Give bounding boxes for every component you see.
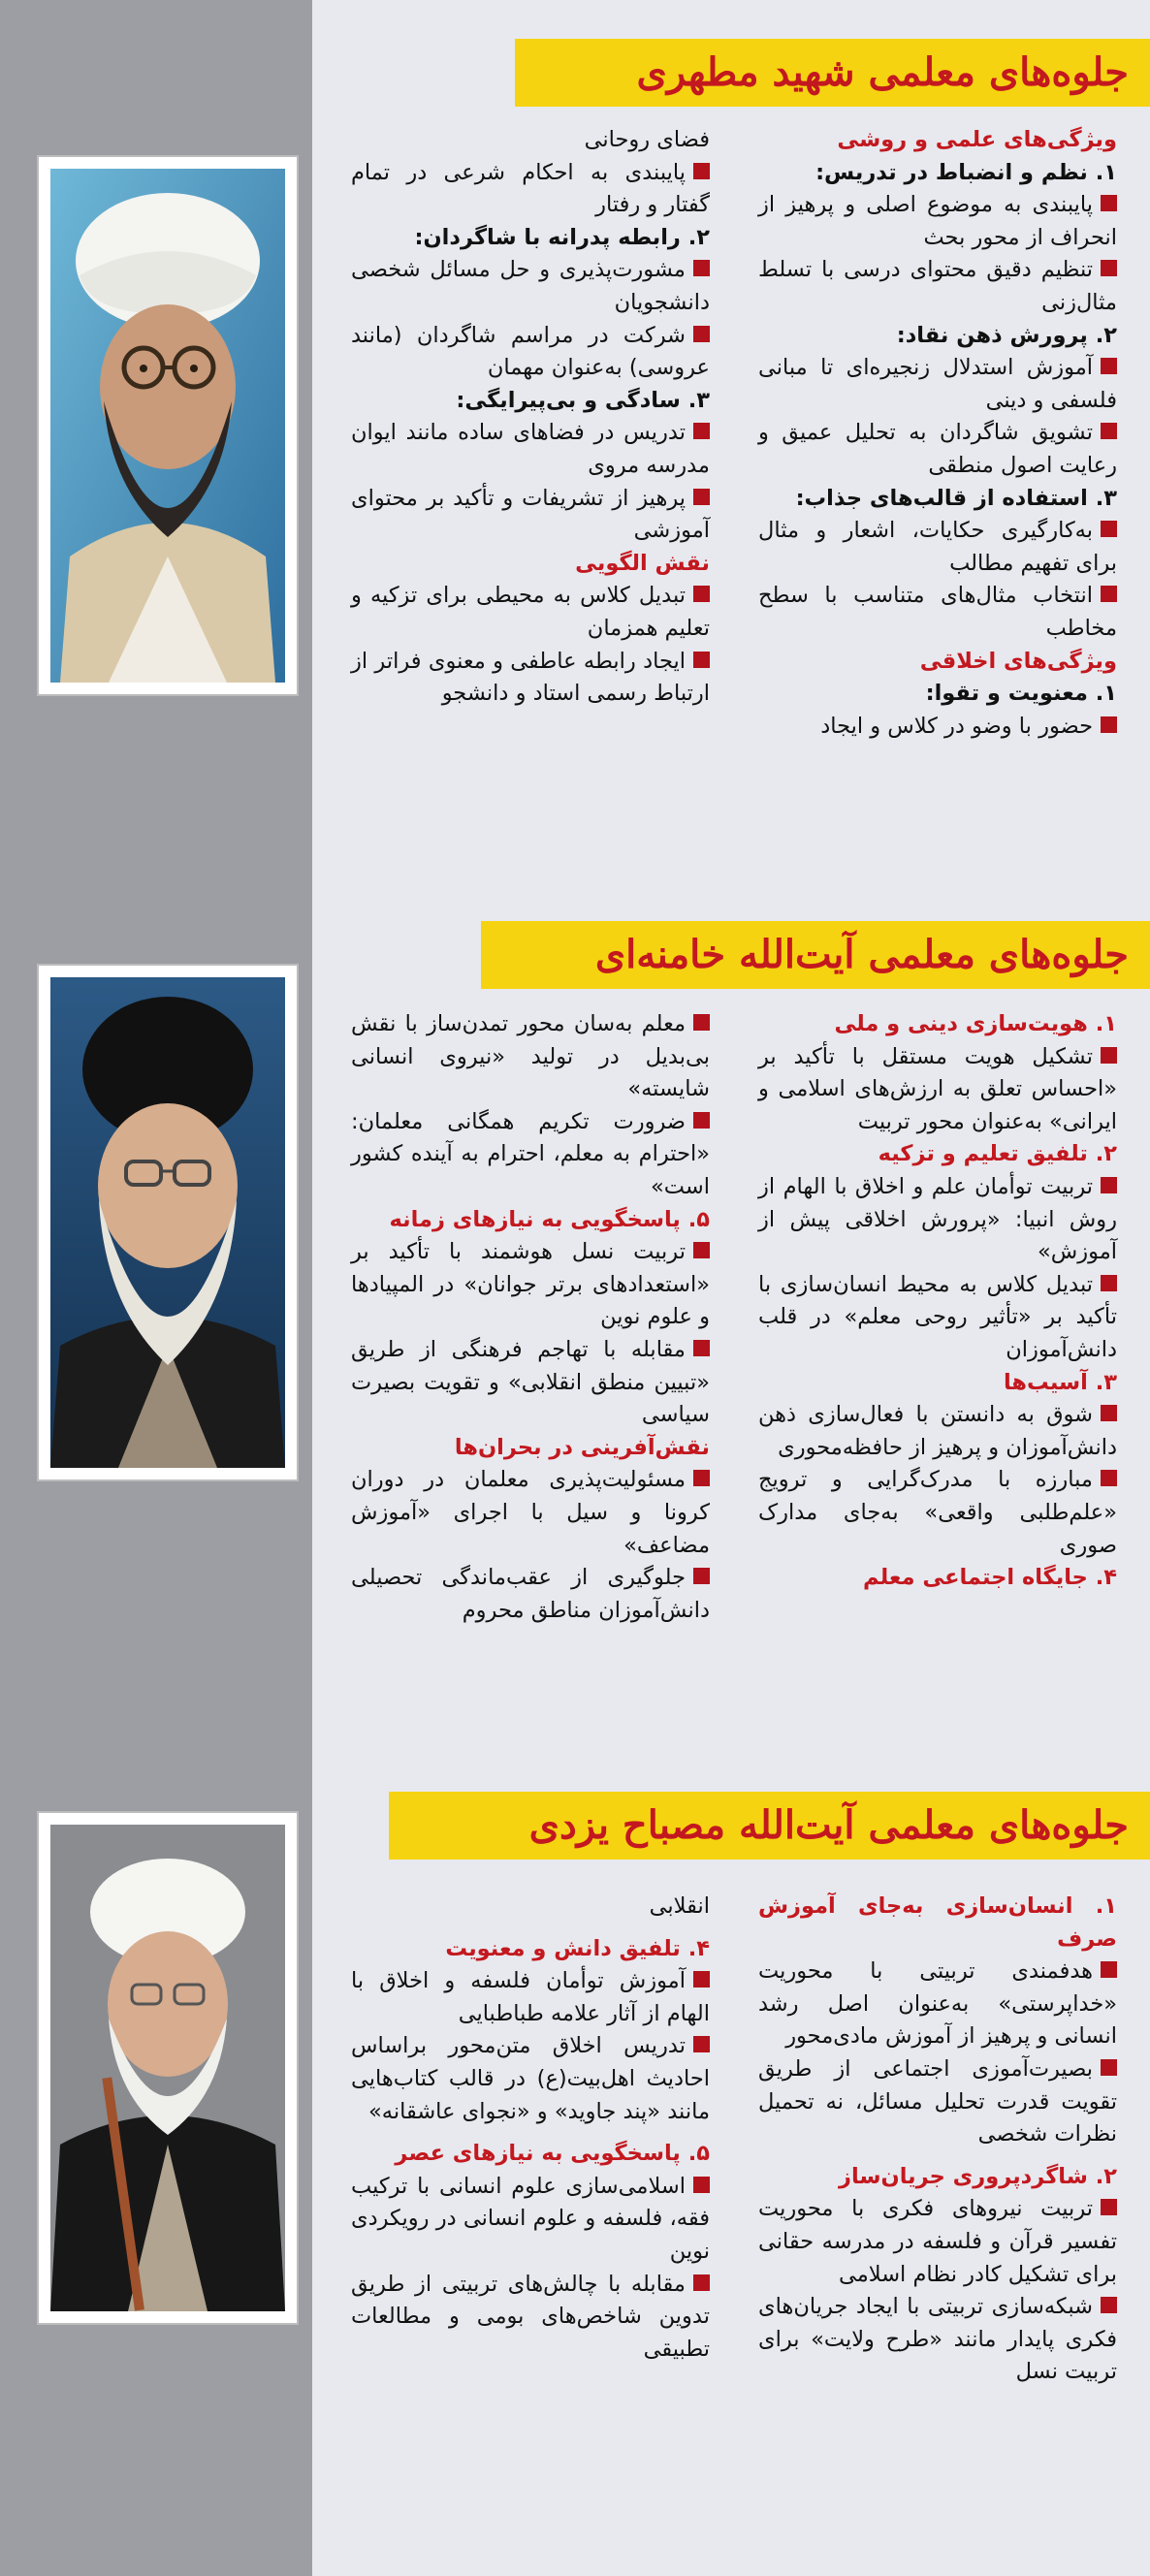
numbered-heading: ۲. رابطه پدرانه با شاگردان: bbox=[414, 224, 710, 250]
bullet-text: شرکت در مراسم شاگردان (مانند عروسی) به‌عنوان مهمان bbox=[351, 322, 710, 381]
bullet-text: تبدیل کلاس به محیط انسان‌سازی با تأکید بر «تأثیر روحی معلم» در قلب دانش‌آموزان bbox=[758, 1271, 1117, 1362]
bullet-text: حضور با وضو در کلاس و ایجاد bbox=[820, 713, 1093, 739]
bullet-text: شبکه‌سازی تربیتی با ایجاد جریان‌های فکری پایدار مانند «طرح ولایت» برای تربیت نسل bbox=[758, 2294, 1117, 2385]
bullet-text: پایبندی به احکام شرعی در تمام گفتار و رفتار bbox=[351, 159, 710, 218]
numbered-heading: ۳. استفاده از قالب‌های جذاب: bbox=[795, 485, 1117, 511]
bullet-text: معلم به‌سان محور تمدن‌ساز با نقش بی‌بدیل در تولید «نیروی انسانی شایسته» bbox=[351, 1011, 710, 1102]
subheading: ویژگی‌های علمی و روشی bbox=[837, 127, 1117, 152]
square-bullet-icon bbox=[1101, 1961, 1117, 1978]
square-bullet-icon bbox=[1101, 1047, 1117, 1064]
square-bullet-icon bbox=[1101, 1405, 1117, 1421]
bullet-item bbox=[351, 1334, 710, 1432]
square-bullet-icon bbox=[1101, 716, 1117, 733]
bullet-text: تربیت نسل هوشمند با تأکید بر «استعدادهای برتر جوانان» در المپیادها و علوم نوین bbox=[351, 1239, 710, 1330]
section-2-right-column bbox=[758, 1008, 1117, 1595]
square-bullet-icon bbox=[693, 163, 710, 179]
bullet-item bbox=[351, 254, 710, 319]
bullet-text: شوق به دانستن با فعال‌سازی ذهن دانش‌آموزان و پرهیز از حافظه‌محوری bbox=[758, 1402, 1117, 1460]
spacer bbox=[351, 1924, 710, 1933]
square-bullet-icon bbox=[1101, 358, 1117, 374]
bullet-text: تبدیل کلاس به محیطی برای تزکیه و تعلیم همزمان bbox=[351, 583, 710, 641]
square-bullet-icon bbox=[693, 1014, 710, 1031]
bullet-item bbox=[351, 2030, 710, 2128]
spacer bbox=[758, 2151, 1117, 2161]
bullet-item bbox=[758, 2291, 1117, 2389]
section-1-portrait-frame bbox=[39, 157, 297, 694]
square-bullet-icon bbox=[693, 1470, 710, 1486]
bullet-text: مبارزه با مدرک‌گرایی و ترویج «علم‌طلبی واقعی» به‌جای مدارک صوری bbox=[758, 1467, 1117, 1558]
bullet-item bbox=[758, 1956, 1117, 2053]
spacer bbox=[351, 2128, 710, 2138]
subheading: ۲. تلفیق تعلیم و تزکیه bbox=[878, 1141, 1117, 1167]
square-bullet-icon bbox=[693, 2177, 710, 2193]
bullet-item bbox=[758, 580, 1117, 645]
bullet-item bbox=[351, 2269, 710, 2367]
section-1-title: جلوه‌های معلمی شهید مطهری bbox=[515, 39, 1150, 107]
bullet-text: تدریس اخلاق متن‌محور براساس احادیث اهل‌بیت(ع) در قالب کتاب‌هایی مانند «پند جاوید» و «نجوای عاشقانه» bbox=[351, 2033, 710, 2124]
bullet-item bbox=[351, 1236, 710, 1334]
square-bullet-icon bbox=[1101, 195, 1117, 211]
section-3-left-column bbox=[351, 1891, 710, 2366]
subheading: ۱. هویت‌سازی دینی و ملی bbox=[834, 1011, 1117, 1036]
bullet-text: ایجاد رابطه عاطفی و معنوی فراتر از ارتباط رسمی استاد و دانشجو bbox=[351, 648, 710, 707]
subheading: ۴. جایگاه اجتماعی معلم bbox=[863, 1565, 1117, 1591]
subheading: ۵. پاسخگویی به نیازهای عصر bbox=[395, 2141, 710, 2167]
bullet-item bbox=[351, 1106, 710, 1204]
square-bullet-icon bbox=[693, 1242, 710, 1258]
square-bullet-icon bbox=[1101, 423, 1117, 439]
square-bullet-icon bbox=[693, 423, 710, 439]
bullet-item bbox=[351, 2171, 710, 2269]
bullet-item bbox=[758, 711, 1117, 744]
bullet-item bbox=[758, 2193, 1117, 2291]
numbered-heading: ۳. سادگی و بی‌پیرایگی: bbox=[456, 387, 710, 413]
subheading: ویژگی‌های اخلاقی bbox=[919, 648, 1117, 674]
bullet-text: مقابله با تهاجم فرهنگی از طریق «تبیین منطق انقلابی» و تقویت بصیرت سیاسی bbox=[351, 1336, 710, 1428]
square-bullet-icon bbox=[1101, 1177, 1117, 1193]
section-1-right-column bbox=[758, 124, 1117, 743]
square-bullet-icon bbox=[693, 586, 710, 602]
bullet-item bbox=[758, 254, 1117, 319]
section-2-title: جلوه‌های معلمی آیت‌الله خامنه‌ای bbox=[481, 921, 1150, 989]
bullet-text: مقابله با چالش‌های تربیتی از طریق تدوین شاخص‌های بومی و مطالعات تطبیقی bbox=[351, 2271, 710, 2362]
section-1-left-column bbox=[351, 124, 710, 711]
bullet-item bbox=[758, 515, 1117, 580]
section-3-portrait-frame bbox=[39, 1813, 297, 2323]
subheading: ۱. انسان‌سازی به‌جای آموزش صرف bbox=[758, 1893, 1117, 1952]
square-bullet-icon bbox=[1101, 260, 1117, 276]
bullet-item bbox=[758, 1399, 1117, 1464]
bullet-text: تدریس در فضاهای ساده مانند ایوان مدرسه مروی bbox=[351, 420, 710, 478]
subheading: ۲. شاگردپروری جریان‌ساز bbox=[839, 2163, 1117, 2189]
bullet-item bbox=[351, 646, 710, 711]
bullet-item bbox=[758, 1464, 1117, 1562]
subheading: ۴. تلفیق دانش و معنویت bbox=[445, 1935, 710, 1961]
bullet-item bbox=[351, 157, 710, 222]
square-bullet-icon bbox=[1101, 586, 1117, 602]
portrait-motahhari-image bbox=[50, 169, 285, 683]
bullet-text: جلوگیری از عقب‌ماندگی تحصیلی دانش‌آموزان مناطق محروم bbox=[351, 1565, 710, 1623]
bullet-item bbox=[351, 580, 710, 645]
square-bullet-icon bbox=[693, 2036, 710, 2052]
bullet-text: تربیت توأمان علم و اخلاق با الهام از روش انبیا: «پرورش اخلاقی پیش از آموزش» bbox=[758, 1173, 1117, 1265]
bullet-item bbox=[351, 417, 710, 482]
section-2-left-column bbox=[351, 1008, 710, 1627]
square-bullet-icon bbox=[693, 1568, 710, 1584]
bullet-item bbox=[758, 1041, 1117, 1139]
bullet-item bbox=[758, 189, 1117, 254]
bullet-item bbox=[351, 320, 710, 385]
subheading: ۵. پاسخگویی به نیازهای زمانه bbox=[389, 1206, 710, 1232]
bullet-item bbox=[758, 417, 1117, 482]
subheading: ۳. آسیب‌ها bbox=[1003, 1369, 1117, 1395]
bullet-item bbox=[758, 1171, 1117, 1269]
section-3-right-column bbox=[758, 1891, 1117, 2389]
bullet-text: تربیت نیروهای فکری با محوریت تفسیر قرآن و فلسفه در مدرسه حقانی برای تشکیل کادر نظام اسلامی bbox=[758, 2196, 1117, 2287]
square-bullet-icon bbox=[693, 489, 710, 505]
subheading: نقش الگویی bbox=[575, 550, 710, 576]
bullet-item bbox=[351, 483, 710, 548]
text-line: فضای روحانی bbox=[584, 127, 710, 152]
square-bullet-icon bbox=[1101, 1470, 1117, 1486]
bullet-text: انتخاب مثال‌های متناسب با سطح مخاطب bbox=[758, 583, 1117, 641]
bullet-text: بصیرت‌آموزی اجتماعی از طریق تقویت قدرت تحلیل مسائل، نه تحمیل نظرات شخصی bbox=[758, 2055, 1117, 2147]
square-bullet-icon bbox=[1101, 1275, 1117, 1291]
square-bullet-icon bbox=[693, 260, 710, 276]
bullet-item bbox=[351, 1965, 710, 2030]
bullet-text: آموزش استدلال زنجیره‌ای تا مبانی فلسفی و دینی bbox=[758, 355, 1117, 413]
bullet-item bbox=[351, 1008, 710, 1106]
bullet-text: به‌کارگیری حکایات، اشعار و مثال برای تفهیم مطالب bbox=[758, 518, 1117, 576]
square-bullet-icon bbox=[693, 1340, 710, 1356]
portrait-khamenei-image bbox=[50, 977, 285, 1468]
square-bullet-icon bbox=[1101, 2297, 1117, 2313]
section-3-title: جلوه‌های معلمی آیت‌الله مصباح یزدی bbox=[389, 1792, 1150, 1860]
bullet-text: ضرورت تکریم همگانی معلمان: «احترام به معلم، احترام به آینده کشور است» bbox=[351, 1108, 710, 1199]
square-bullet-icon bbox=[693, 1112, 710, 1129]
bullet-item bbox=[351, 1464, 710, 1562]
bullet-text: تشکیل هویت مستقل با تأکید بر «احساس تعلق به ارزش‌های اسلامی و ایرانی» به‌عنوان محور تربیت bbox=[758, 1043, 1117, 1134]
square-bullet-icon bbox=[1101, 2199, 1117, 2215]
bullet-text: تشویق شاگردان به تحلیل عمیق و رعایت اصول منطقی bbox=[758, 420, 1117, 478]
square-bullet-icon bbox=[1101, 521, 1117, 537]
bullet-item bbox=[758, 2053, 1117, 2151]
subheading: نقش‌آفرینی در بحران‌ها bbox=[454, 1434, 710, 1460]
bullet-text: هدفمندی تربیتی با محوریت «خداپرستی» به‌عنوان اصل رشد انسانی و پرهیز از آموزش مادی‌محور bbox=[758, 1958, 1117, 2050]
section-2-portrait-frame bbox=[39, 966, 297, 1479]
square-bullet-icon bbox=[693, 652, 710, 668]
bullet-text: پرهیز از تشریفات و تأکید بر محتوای آموزشی bbox=[351, 485, 710, 544]
numbered-heading: ۱. نظم و انضباط در تدریس: bbox=[815, 159, 1117, 185]
bullet-text: مسئولیت‌پذیری معلمان در دوران کرونا و سیل با اجرای «آموزش مضاعف» bbox=[351, 1467, 710, 1558]
square-bullet-icon bbox=[693, 2274, 710, 2291]
bullet-text: اسلامی‌سازی علوم انسانی با ترکیب فقه، فلسفه و علوم انسانی در رویکردی نوین bbox=[351, 2173, 710, 2264]
bullet-text: آموزش توأمان فلسفه و اخلاق با الهام از آثار علامه طباطبایی bbox=[351, 1968, 710, 2026]
numbered-heading: ۲. پرورش ذهن نقاد: bbox=[896, 322, 1117, 348]
square-bullet-icon bbox=[1101, 2059, 1117, 2076]
bullet-item bbox=[758, 1269, 1117, 1367]
bullet-item bbox=[758, 352, 1117, 417]
square-bullet-icon bbox=[693, 326, 710, 342]
numbered-heading: ۱. معنویت و تقوا: bbox=[925, 681, 1117, 707]
bullet-item bbox=[351, 1562, 710, 1627]
bullet-text: پایبندی به موضوع اصلی و پرهیز از انحراف از محور بحث bbox=[758, 192, 1117, 250]
portrait-mesbah-yazdi-image bbox=[50, 1825, 285, 2311]
bullet-text: تنظیم دقیق محتوای درسی با تسلط مثال‌زنی bbox=[758, 257, 1117, 315]
square-bullet-icon bbox=[693, 1971, 710, 1988]
bullet-text: مشورت‌پذیری و حل مسائل شخصی دانشجویان bbox=[351, 257, 710, 315]
text-line: انقلابی bbox=[649, 1893, 710, 1919]
